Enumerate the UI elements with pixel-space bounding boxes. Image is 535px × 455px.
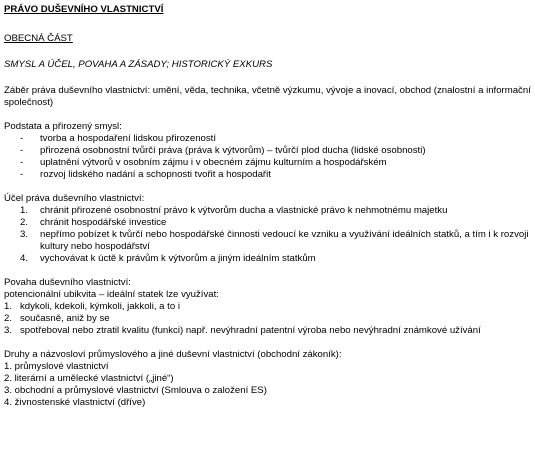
povaha-subheading: potencionální ubikvita – ideální statek lze využívat: [4,289,219,300]
document-title: PRÁVO DUŠEVNÍHO VLASTNICTVÍ [4,4,164,15]
ucel-heading: Účel práva duševního vlastnictví: [4,193,145,204]
spacer [4,337,535,349]
intro-paragraph: Záběr práva duševního vlastnictví: umění, věda, technika, včetně výzkumu, vývoje a inovací, obchod (znalostní a informační společnost) [4,85,531,108]
list-item: 3. obchodní a průmyslové vlastnictví (Smlouva o založení ES) [4,385,267,396]
spacer [4,109,535,121]
list-item: 4. živnostenské vlastnictví (dříve) [4,397,146,408]
section-subtitle: SMYSL A ÚČEL, POVAHA A ZÁSADY; HISTORICKÝ EXKURS [4,59,273,70]
dash-marker: - [20,169,24,180]
list-item: 2. současně, aniž by se [4,313,110,324]
povaha-heading: Povaha duševního vlastnictví: [4,277,131,288]
list-item: 3. nepřímo pobízet k tvůrčí nebo hospodářské činnosti vedoucí ke vzniku a využívání ideálních statků, a tím i k rozvoji kultury nebo hospodářství [20,229,529,252]
list-item: 4. vychovávat k úctě k právům k výtvorům a jiným ideálním statkům [20,253,316,264]
list-item: - rozvoj lidského nadání a schopnosti tvořit a hospodařit [20,169,271,180]
spacer [4,181,535,193]
list-item: 1. kdykoli, kdekoli, kýmkoli, jakkoli, a to i [4,301,180,312]
list-item: 2. literární a umělecké vlastnictví („jiné“) [4,373,174,384]
dash-marker: - [20,133,24,144]
list-item: 3. spotřeboval nebo ztratil kvalitu (funkci) např. nevýhradní patentní výroba nebo nevýhradní známkové užívání [4,325,481,336]
povaha-list [4,301,535,337]
list-item: 1. chránit přirozené osobnostní právo k výtvorům ducha a vlastnické právo k nehmotnému majetku [20,205,448,216]
podstata-list [4,133,535,181]
ucel-list [4,205,535,265]
list-item: - přirozená osobnostní tvůrčí práva (práva k výtvorům) – tvůrčí plod ducha (lidské osobnosti) [20,145,426,156]
list-item: 1. průmyslové vlastnictví [4,361,109,372]
list-item: - uplatnění výtvorů v osobním zájmu i v obecném zájmu kulturním a hospodářském [20,157,387,168]
podstata-heading: Podstata a přirozený smysl: [4,121,122,132]
spacer [4,265,535,277]
dash-marker: - [20,157,24,168]
section-heading: OBECNÁ ČÁST [4,33,73,44]
dash-marker: - [20,145,24,156]
list-item: - tvorba a hospodaření lidskou přirozeností [20,133,216,144]
list-item: 2. chránit hospodářské investice [20,217,167,228]
druhy-heading: Druhy a názvosloví průmyslového a jiné duševní vlastnictví (obchodní zákoník): [4,349,342,360]
